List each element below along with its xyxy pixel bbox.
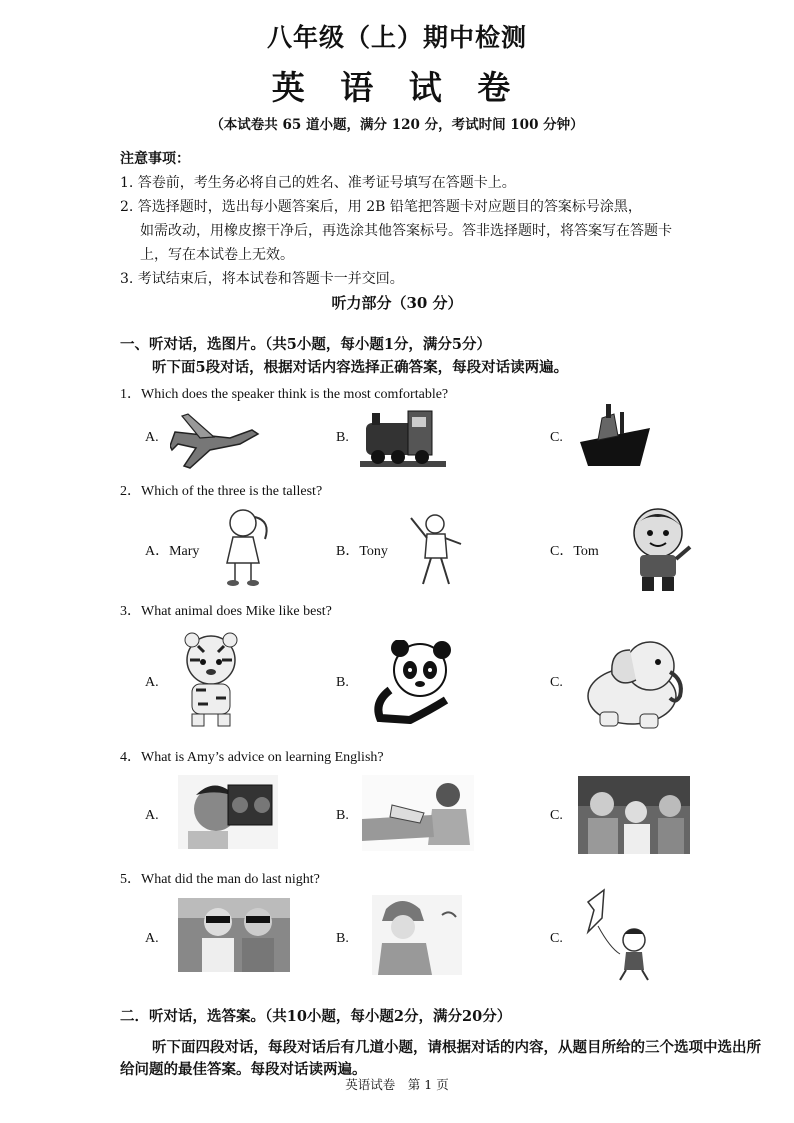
option-a: A.: [145, 808, 159, 823]
airplane-icon: [170, 410, 260, 470]
radio-listening-photo: [178, 775, 278, 849]
option-a: A.: [145, 675, 159, 690]
notes-heading: 注意事项：: [120, 151, 190, 167]
girl-icon: [215, 505, 275, 587]
train-icon: [360, 405, 446, 469]
option-a: A.: [145, 430, 159, 445]
option-c: C.: [550, 430, 563, 445]
option-b: B．Tony: [336, 544, 388, 559]
option-b: B.: [336, 430, 349, 445]
part1-instructions: 听下面5段对话，根据对话内容选择正确答案，每段对话读两遍。: [152, 359, 569, 376]
question-4: 4．What is Amy’s advice on learning English?: [120, 750, 384, 765]
part2-heading: 二．听对话，选答案。（共10小题，每小题2分，满分20分）: [120, 1008, 512, 1025]
exam-info: （本试卷共 65 道小题，满分 120 分，考试时间 100 分钟）: [210, 117, 584, 133]
listening-section-heading: 听力部分（30 分）: [331, 294, 463, 312]
question-3: 3．What animal does Mike like best?: [120, 604, 332, 619]
reading-photo: [362, 775, 474, 851]
boy-waving-icon: [622, 505, 694, 593]
note-line: 1. 答卷前，考生务必将自己的姓名、准考证号填写在答题卡上。: [120, 175, 516, 191]
part2-instructions: 听下面四段对话，每段对话后有几道小题，请根据对话的内容，从题目所给的三个选项中选出所给问题的最佳答案。每段对话读两遍。: [120, 1039, 761, 1078]
grade-title: 八年级（上）期中检测: [266, 23, 527, 52]
note-line: 上，写在本试卷上无效。: [140, 247, 294, 263]
question-1: 1．Which does the speaker think is the most comfortable?: [120, 387, 449, 402]
question-2: 2．Which of the three is the tallest?: [120, 484, 323, 499]
talking-photo: [578, 776, 690, 854]
cinema-photo: [178, 898, 290, 972]
option-c: C.: [550, 675, 563, 690]
part1-heading: 一、听对话，选图片。（共5小题，每小题1分，满分5分）: [120, 336, 492, 353]
subject-title: 英 语 试 卷: [271, 68, 523, 107]
question-5: 5．What did the man do last night?: [120, 872, 320, 887]
panda-icon: [370, 640, 462, 724]
option-c: C.: [550, 808, 563, 823]
option-b: B.: [336, 808, 349, 823]
option-c: C.: [550, 931, 563, 946]
note-line: 3. 考试结束后，将本试卷和答题卡一并交回。: [120, 271, 404, 287]
elephant-icon: [580, 630, 690, 730]
page-footer: 英语试卷 第 1 页: [345, 1077, 449, 1092]
boy-icon: [405, 510, 465, 588]
opera-photo: [372, 895, 462, 975]
note-line: 2. 答选择题时，选出每小题答案后，用 2B 铅笔把答题卡对应题目的答案标号涂黑，: [120, 199, 642, 215]
option-a: A．Mary: [145, 544, 200, 559]
option-c: C．Tom: [550, 544, 599, 559]
tiger-icon: [178, 632, 244, 728]
kite-boy-icon: [574, 888, 664, 984]
note-line: 如需改动，用橡皮擦干净后，再选涂其他答案标号。答非选择题时，将答案写在答题卡: [140, 223, 672, 239]
ship-icon: [580, 402, 650, 468]
option-b: B.: [336, 675, 349, 690]
option-a: A.: [145, 931, 159, 946]
option-b: B.: [336, 931, 349, 946]
